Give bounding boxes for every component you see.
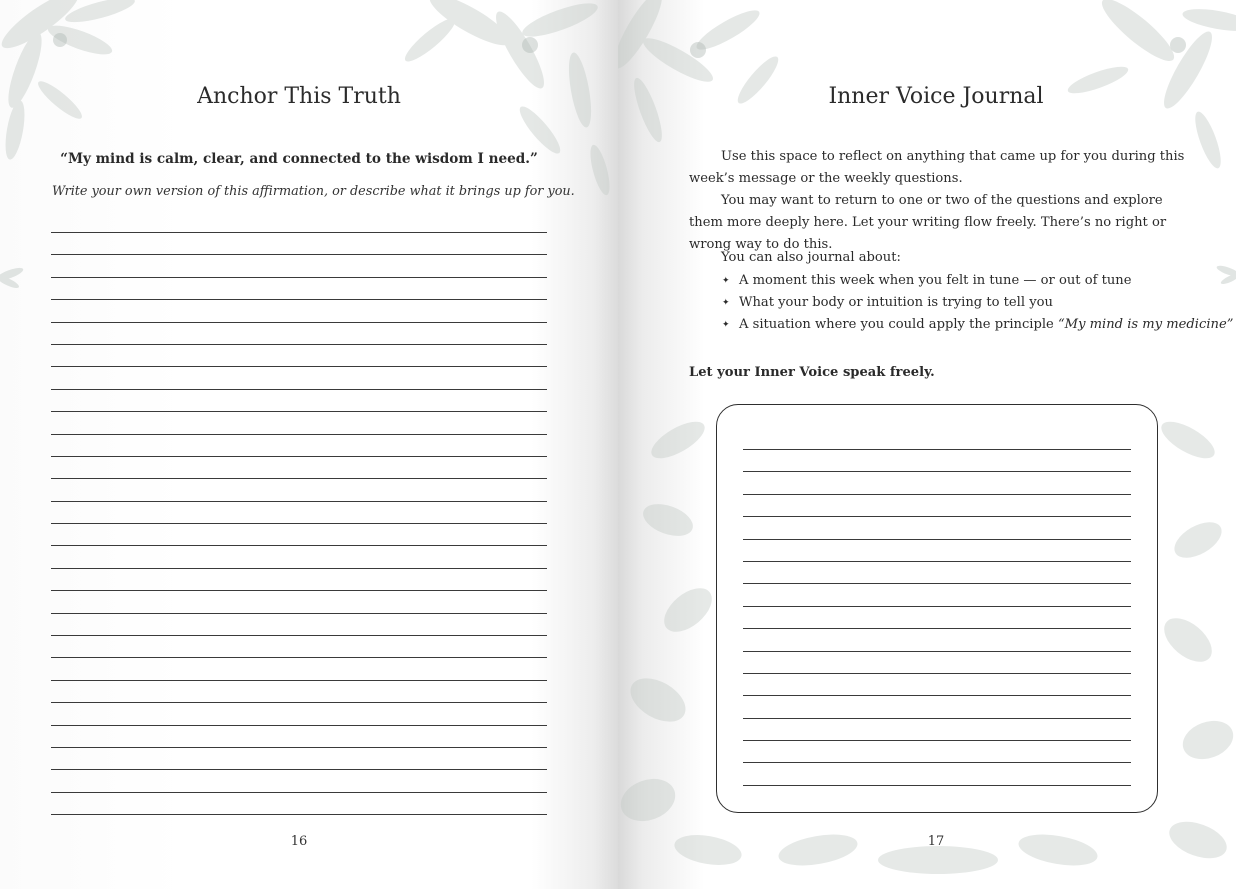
writing-line[interactable] xyxy=(51,411,547,433)
floral-decoration-top-left xyxy=(0,0,618,260)
journal-box[interactable] xyxy=(716,404,1158,813)
intro-text xyxy=(689,146,1189,256)
writing-line[interactable] xyxy=(51,769,547,791)
writing-line[interactable] xyxy=(51,635,547,657)
writing-line[interactable] xyxy=(51,568,547,590)
writing-line[interactable] xyxy=(743,762,1131,784)
writing-line[interactable] xyxy=(51,590,547,612)
page-number: 16 xyxy=(290,834,308,849)
writing-line[interactable] xyxy=(743,606,1131,628)
writing-line[interactable] xyxy=(51,747,547,769)
journal-topics-label: You can also journal about: xyxy=(721,250,901,265)
leaf-sprig-left xyxy=(0,250,40,310)
journal-prompt: Let your Inner Voice speak freely. xyxy=(689,365,935,380)
writing-line[interactable] xyxy=(743,516,1131,538)
writing-line[interactable] xyxy=(51,389,547,411)
writing-line[interactable] xyxy=(51,657,547,679)
writing-line[interactable] xyxy=(743,718,1131,740)
right-page xyxy=(618,0,1236,889)
writing-line[interactable] xyxy=(51,725,547,747)
page-title: Inner Voice Journal xyxy=(828,84,1044,109)
writing-line[interactable] xyxy=(743,673,1131,695)
affirmation-quote: “My mind is calm, clear, and connected to the wisdom I need.” xyxy=(60,151,538,167)
writing-line[interactable] xyxy=(51,814,547,815)
journal-topics-list xyxy=(722,270,1233,336)
writing-line[interactable] xyxy=(51,344,547,366)
writing-line[interactable] xyxy=(51,792,547,814)
writing-line[interactable] xyxy=(743,494,1131,516)
bullet-icon: ✦ xyxy=(722,298,730,308)
writing-line[interactable] xyxy=(51,680,547,702)
list-item: ✦ What your body or intuition is trying to tell you xyxy=(722,292,1233,314)
writing-line[interactable] xyxy=(51,523,547,545)
writing-lines[interactable] xyxy=(743,449,1131,786)
writing-line[interactable] xyxy=(51,434,547,456)
writing-line[interactable] xyxy=(51,232,547,254)
writing-line[interactable] xyxy=(743,740,1131,762)
writing-line[interactable] xyxy=(51,545,547,567)
writing-line[interactable] xyxy=(51,456,547,478)
writing-line[interactable] xyxy=(743,785,1131,786)
writing-line[interactable] xyxy=(743,471,1131,493)
list-item: ✦ A moment this week when you felt in tune — or out of tune xyxy=(722,270,1233,292)
writing-line[interactable] xyxy=(743,539,1131,561)
writing-line[interactable] xyxy=(743,628,1131,650)
writing-line[interactable] xyxy=(51,322,547,344)
writing-line[interactable] xyxy=(51,501,547,523)
intro-paragraph: You may want to return to one or two of the questions and explore them more deeply here. Let your writing flow freely. There’s no right or wrong way to do this. xyxy=(689,193,1167,252)
list-item: ✦ A situation where you could apply the principle “My mind is my medicine” xyxy=(722,314,1233,336)
page-title: Anchor This Truth xyxy=(197,84,401,109)
page-number: 17 xyxy=(927,834,945,849)
writing-lines[interactable] xyxy=(51,232,547,815)
intro-paragraph: Use this space to reflect on anything that came up for you during this week’s message or the weekly questions. xyxy=(689,149,1185,186)
writing-line[interactable] xyxy=(743,449,1131,471)
writing-line[interactable] xyxy=(743,651,1131,673)
writing-line[interactable] xyxy=(51,299,547,321)
writing-line[interactable] xyxy=(51,613,547,635)
writing-line[interactable] xyxy=(743,583,1131,605)
bullet-icon: ✦ xyxy=(722,276,730,286)
writing-line[interactable] xyxy=(51,702,547,724)
bullet-icon: ✦ xyxy=(722,320,730,330)
writing-line[interactable] xyxy=(743,561,1131,583)
writing-line[interactable] xyxy=(51,277,547,299)
writing-line[interactable] xyxy=(743,695,1131,717)
writing-line[interactable] xyxy=(51,254,547,276)
instruction-text: Write your own version of this affirmation, or describe what it brings up for you. xyxy=(52,184,575,199)
writing-line[interactable] xyxy=(51,366,547,388)
writing-line[interactable] xyxy=(51,478,547,500)
